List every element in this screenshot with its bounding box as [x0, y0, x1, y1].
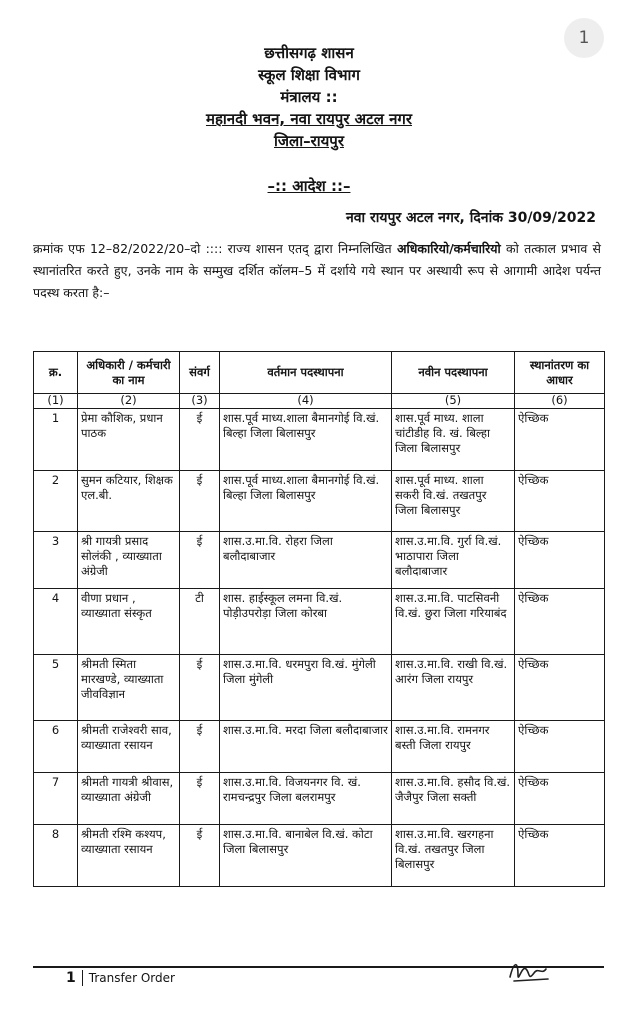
cell-current-posting: शास.उ.मा.वि. धरमपुरा वि.खं. मुंगेली जिला मुंगेली: [220, 655, 392, 721]
col-number: (2): [78, 394, 180, 409]
cell-cadre: ई: [180, 655, 220, 721]
table-row: [34, 655, 605, 721]
cell-basis: ऐच्छिक: [515, 589, 605, 655]
header-line-4: महानदी भवन, नवा रायपुर अटल नगर: [205, 110, 413, 128]
cell-sno: 1: [34, 409, 78, 471]
cell-sno: 7: [34, 773, 78, 825]
cell-current-posting: शास.उ.मा.वि. बानाबेल वि.खं. कोटा जिला बिलासपुर: [220, 825, 392, 887]
signature-icon: [506, 955, 552, 987]
col-number: (4): [220, 394, 392, 409]
cell-current-posting: शास.उ.मा.वि. रोहरा जिला बलौदाबाजार: [220, 532, 392, 589]
cell-name: श्रीमती स्मिता मारखण्डे, व्याख्याता जीवविज्ञान: [78, 655, 180, 721]
cell-sno: 8: [34, 825, 78, 887]
header-line-2: स्कूल शिक्षा विभाग: [258, 66, 360, 84]
cell-cadre: ई: [180, 409, 220, 471]
table-row: [34, 773, 605, 825]
footer-divider: [33, 966, 604, 968]
cell-sno: 2: [34, 471, 78, 532]
intro-bold: अधिकारियो/कर्मचारियो: [396, 241, 501, 256]
cell-cadre: ई: [180, 773, 220, 825]
order-heading: –:: आदेश ::–: [267, 177, 351, 195]
cell-name: श्रीमती रश्मि कश्यप, व्याख्याता रसायन: [78, 825, 180, 887]
header-basis: स्थानांतरण का आधार: [515, 352, 605, 394]
header-name: अधिकारी / कर्मचारी का नाम: [78, 352, 180, 394]
cell-basis: ऐच्छिक: [515, 721, 605, 773]
cell-current-posting: शास.पूर्व माध्य.शाला बैमानगोई वि.खं. बिल्हा जिला बिलासपुर: [220, 471, 392, 532]
intro-part-2: को तत्काल प्रभाव से स्थानांतरित करते हुए, उनके नाम के सम्मुख दर्शित कॉलम–5 में दर्शाये गये स्थान पर अस्थायी रूप से आगामी आदेश पर्यन्त पदस्थ करता है:–: [33, 241, 601, 300]
cell-basis: ऐच्छिक: [515, 773, 605, 825]
column-number-row: [34, 394, 605, 409]
cell-new-posting: शास.उ.मा.वि. रामनगर बस्ती जिला रायपुर: [392, 721, 515, 773]
cell-new-posting: शास.उ.मा.वि. खरगहना वि.खं. तखतपुर जिला बिलासपुर: [392, 825, 515, 887]
footer-page-number: 1: [66, 970, 83, 986]
table-row: [34, 721, 605, 773]
order-intro-paragraph: [33, 238, 601, 304]
cell-new-posting: शास.पूर्व माध्य. शाला चांटीडीह वि. खं. बिल्हा जिला बिलासपुर: [392, 409, 515, 471]
cell-sno: 5: [34, 655, 78, 721]
header-current-posting: वर्तमान पदस्थापना: [220, 352, 392, 394]
table-row: [34, 825, 605, 887]
cell-cadre: टी: [180, 589, 220, 655]
cell-cadre: ई: [180, 825, 220, 887]
cell-new-posting: शास.उ.मा.वि. पाटसिवनी वि.खं. छुरा जिला गरियाबंद: [392, 589, 515, 655]
col-number: (1): [34, 394, 78, 409]
cell-basis: ऐच्छिक: [515, 825, 605, 887]
page-number-badge: 1: [564, 18, 604, 58]
cell-new-posting: शास.पूर्व माध्य. शाला सकरी वि.खं. तखतपुर जिला बिलासपुर: [392, 471, 515, 532]
document-header: [0, 42, 618, 152]
place-date: नवा रायपुर अटल नगर, दिनांक 30/09/2022: [345, 210, 596, 226]
header-cadre: संवर्ग: [180, 352, 220, 394]
header-line-3: मंत्रालय ::: [280, 88, 338, 106]
cell-basis: ऐच्छिक: [515, 409, 605, 471]
table-row: [34, 409, 605, 471]
header-line-1: छत्तीसगढ़ शासन: [264, 44, 354, 62]
col-number: (6): [515, 394, 605, 409]
cell-basis: ऐच्छिक: [515, 532, 605, 589]
footer: [66, 970, 175, 986]
cell-basis: ऐच्छिक: [515, 655, 605, 721]
transfer-table: [33, 351, 605, 887]
cell-new-posting: शास.उ.मा.वि. राखी वि.खं. आरंग जिला रायपुर: [392, 655, 515, 721]
cell-sno: 3: [34, 532, 78, 589]
cell-sno: 4: [34, 589, 78, 655]
header-sno: क्र.: [34, 352, 78, 394]
table-row: [34, 532, 605, 589]
cell-name: सुमन कटियार, शिक्षक एल.बी.: [78, 471, 180, 532]
cell-cadre: ई: [180, 721, 220, 773]
cell-name: वीणा प्रधान , व्याख्याता संस्कृत: [78, 589, 180, 655]
cell-basis: ऐच्छिक: [515, 471, 605, 532]
cell-name: श्री गायत्री प्रसाद सोलंकी , व्याख्याता अंग्रेजी: [78, 532, 180, 589]
table-row: [34, 471, 605, 532]
intro-part-1: क्रमांक एफ 12–82/2022/20–दो :::: राज्य शासन एतद् द्वारा निम्नलिखित: [33, 241, 397, 256]
header-new-posting: नवीन पदस्थापना: [392, 352, 515, 394]
cell-cadre: ई: [180, 532, 220, 589]
cell-new-posting: शास.उ.मा.वि. गुर्रा वि.खं. भाठापारा जिला बलौदाबाजार: [392, 532, 515, 589]
header-line-5: जिला–रायपुर: [274, 132, 344, 150]
cell-current-posting: शास. हाईस्कूल लमना वि.खं. पोड़ीउपरोड़ा जिला कोरबा: [220, 589, 392, 655]
col-number: (3): [180, 394, 220, 409]
cell-new-posting: शास.उ.मा.वि. हसौद वि.खं. जैजैपुर जिला सक्ती: [392, 773, 515, 825]
cell-name: श्रीमती गायत्री श्रीवास, व्याख्याता अंग्रेजी: [78, 773, 180, 825]
table-header-row: [34, 352, 605, 394]
cell-sno: 6: [34, 721, 78, 773]
cell-current-posting: शास.पूर्व माध्य.शाला बैमानगोई वि.खं. बिल्हा जिला बिलासपुर: [220, 409, 392, 471]
table-row: [34, 589, 605, 655]
footer-label: Transfer Order: [88, 971, 175, 985]
cell-cadre: ई: [180, 471, 220, 532]
cell-name: श्रीमती राजेश्वरी साव, व्याख्याता रसायन: [78, 721, 180, 773]
col-number: (5): [392, 394, 515, 409]
cell-current-posting: शास.उ.मा.वि. विजयनगर वि. खं. रामचन्द्रपुर जिला बलरामपुर: [220, 773, 392, 825]
cell-name: प्रेमा कौशिक, प्रधान पाठक: [78, 409, 180, 471]
cell-current-posting: शास.उ.मा.वि. मरदा जिला बलौदाबाजार: [220, 721, 392, 773]
